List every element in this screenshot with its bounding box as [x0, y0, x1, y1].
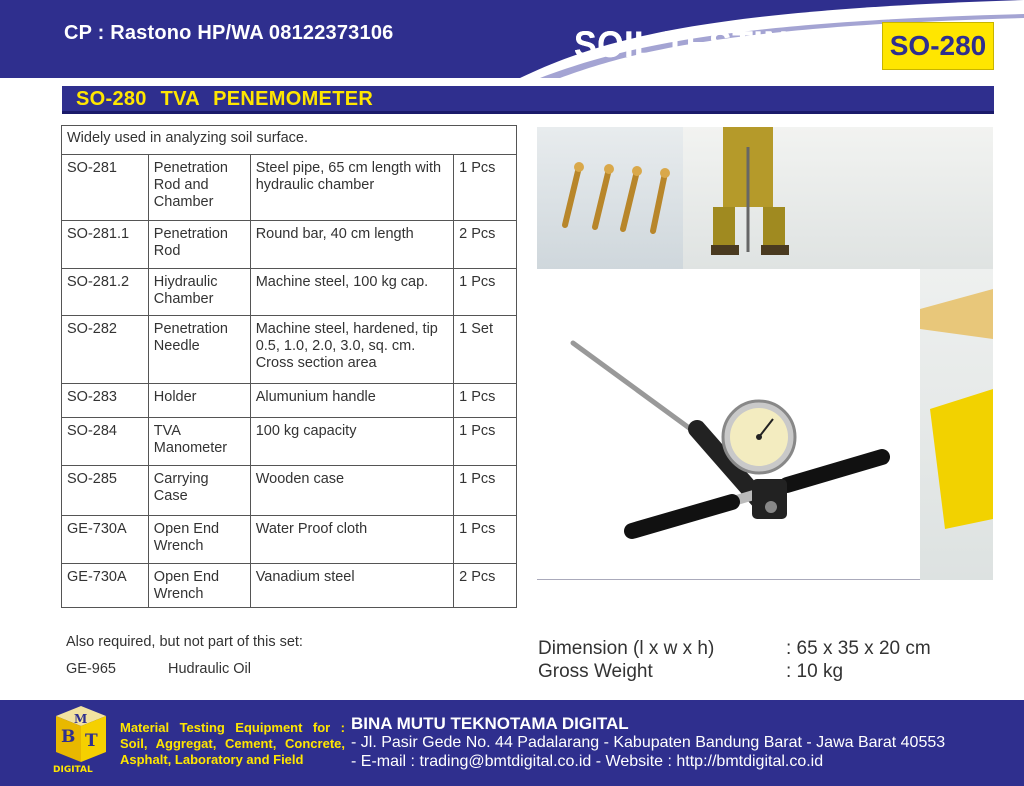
component-code: SO-283 — [62, 384, 149, 418]
company-address: - Jl. Pasir Gede No. 44 Padalarang - Kabupaten Bandung Barat - Jawa Barat 40553 — [351, 734, 946, 751]
dimension-label: Dimension (l x w x h) — [538, 638, 715, 659]
table-row — [62, 384, 517, 418]
component-desc: Alumunium handle — [250, 384, 453, 418]
component-name: TVA Manometer — [148, 418, 250, 466]
component-desc: Vanadium steel — [250, 564, 453, 608]
component-qty: 1 Pcs — [454, 516, 517, 564]
component-qty: 2 Pcs — [454, 564, 517, 608]
carrying-case-photo — [920, 269, 993, 580]
component-desc: 100 kg capacity — [250, 418, 453, 466]
table-row — [62, 466, 517, 516]
component-desc: Steel pipe, 65 cm length with hydraulic chamber — [250, 155, 453, 221]
component-qty: 1 Set — [454, 316, 517, 384]
component-name: Carrying Case — [148, 466, 250, 516]
company-name: BINA MUTU TEKNOTAMA DIGITAL — [351, 714, 629, 733]
component-name: Penetration Needle — [148, 316, 250, 384]
component-table — [61, 125, 517, 608]
page-title: SOIL TESTING — [574, 24, 816, 65]
component-code: GE-730A — [62, 564, 149, 608]
component-qty: 1 Pcs — [454, 418, 517, 466]
product-heading: SO-280 TVA PENEMOMETER — [76, 88, 374, 110]
component-code: SO-282 — [62, 316, 149, 384]
penemometer-illustration — [537, 269, 920, 580]
component-qty: 1 Pcs — [454, 269, 517, 316]
component-name: Penetration Rod — [148, 221, 250, 269]
component-qty: 1 Pcs — [454, 384, 517, 418]
weight-value: : 10 kg — [786, 661, 844, 682]
penemometer-photo — [537, 269, 920, 580]
logo-letter-t: T — [85, 731, 98, 751]
component-desc: Machine steel, hardened, tip 0.5, 1.0, 2.0, 3.0, sq. cm. Cross section area — [250, 316, 453, 384]
component-code: SO-284 — [62, 418, 149, 466]
component-desc: Water Proof cloth — [250, 516, 453, 564]
tagline-line: Soil, Aggregat, Cement, Concrete, — [120, 736, 345, 751]
component-desc: Round bar, 40 cm length — [250, 221, 453, 269]
component-desc: Machine steel, 100 kg cap. — [250, 269, 453, 316]
product-heading-bar — [62, 86, 994, 114]
also-required-code: GE-965 — [66, 661, 116, 677]
logo-letter-m: M — [74, 712, 88, 726]
table-row — [62, 155, 517, 221]
table-intro-row — [62, 126, 517, 155]
field-usage-photo — [683, 127, 993, 269]
tagline-line: Asphalt, Laboratory and Field — [120, 752, 304, 767]
component-qty: 1 Pcs — [454, 466, 517, 516]
footer-banner — [0, 700, 1024, 786]
field-usage-illustration — [683, 127, 993, 269]
component-code: SO-281.1 — [62, 221, 149, 269]
component-name: Holder — [148, 384, 250, 418]
header-banner — [0, 0, 1024, 78]
logo-letter-b: B — [61, 727, 76, 747]
table-row — [62, 221, 517, 269]
component-name: Penetration Rod and Chamber — [148, 155, 250, 221]
product-code-badge: SO-280 — [882, 22, 994, 70]
needle-tips-illustration — [537, 127, 683, 269]
component-code: GE-730A — [62, 516, 149, 564]
bmt-digital-logo — [52, 704, 110, 774]
also-required-label: Also required, but not part of this set: — [66, 634, 303, 650]
carrying-case-illustration — [920, 269, 993, 580]
table-row — [62, 316, 517, 384]
dimension-value: : 65 x 35 x 20 cm — [786, 638, 931, 659]
company-contact: - E-mail : trading@bmtdigital.co.id - Website : http://bmtdigital.co.id — [351, 753, 824, 770]
component-qty: 2 Pcs — [454, 221, 517, 269]
table-row — [62, 269, 517, 316]
contact-person: CP : Rastono HP/WA 08122373106 — [64, 22, 394, 44]
tagline-line: Material Testing Equipment for : — [120, 720, 345, 735]
component-code: SO-281.2 — [62, 269, 149, 316]
needle-tips-photo — [537, 127, 683, 269]
component-code: SO-285 — [62, 466, 149, 516]
component-name: Hiydraulic Chamber — [148, 269, 250, 316]
logo-digital-text: DIGITAL — [53, 765, 93, 774]
table-row — [62, 516, 517, 564]
also-required-name: Hudraulic Oil — [168, 661, 251, 677]
component-code: SO-281 — [62, 155, 149, 221]
table-row — [62, 564, 517, 608]
weight-label: Gross Weight — [538, 661, 653, 682]
component-qty: 1 Pcs — [454, 155, 517, 221]
component-name: Open End Wrench — [148, 564, 250, 608]
table-row — [62, 418, 517, 466]
component-name: Open End Wrench — [148, 516, 250, 564]
component-desc: Wooden case — [250, 466, 453, 516]
table-intro: Widely used in analyzing soil surface. — [62, 126, 517, 155]
footer-tagline — [120, 720, 345, 768]
